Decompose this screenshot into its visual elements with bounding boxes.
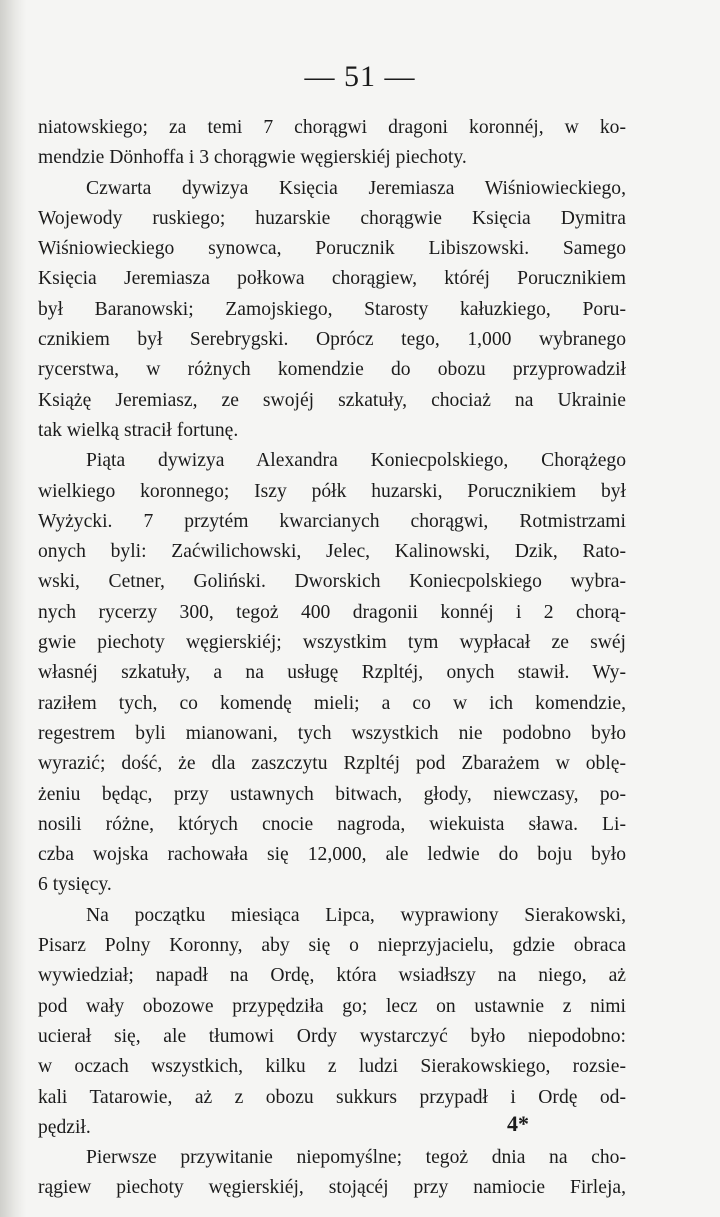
page-gutter-shadow bbox=[0, 0, 26, 1217]
text-line: wielkiego koronnego; Iszy półk huzarski, Porucznikiem był bbox=[38, 480, 626, 502]
text-line: 6 tysięcy. bbox=[38, 874, 112, 896]
text-line: rycerstwa, w różnych komendzie do obozu przyprowadził bbox=[38, 359, 626, 381]
text-line: Pisarz Polny Koronny, aby się o nieprzyjacielu, gdzie obraca bbox=[38, 935, 626, 957]
text-line: własnéj szkatuły, a na usługę Rzpltéj, onych stawił. Wy- bbox=[38, 662, 626, 684]
text-line: niatowskiego; za temi 7 chorągwi dragoni koronnéj, w ko- bbox=[38, 117, 626, 138]
text-line: rągiew piechoty węgierskiéj, stojącéj przy namiocie Firleja, bbox=[38, 1177, 626, 1199]
text-line: gwie piechoty węgierskiéj; wszystkim tym wypłacał ze swéj bbox=[38, 632, 626, 654]
text-line: tak wielką stracił fortunę. bbox=[38, 419, 239, 441]
text-line: Książę Jeremiasz, ze swojéj szkatuły, chociaż na Ukrainie bbox=[38, 389, 626, 411]
text-line: Wiśniowieckiego synowca, Porucznik Libiszowski. Samego bbox=[38, 238, 626, 260]
text-line: czba wojska rachowała się 12,000, ale ledwie do boju było bbox=[38, 844, 626, 866]
text-line: nych rycerzy 300, tegoż 400 dragonii konnéj i 2 chorą- bbox=[38, 601, 626, 623]
text-line: pod wały obozowe przypędziła go; lecz on ustawnie z nimi bbox=[38, 995, 626, 1017]
text-line: Księcia Jeremiasza połkowa chorągiew, któréj Porucznikiem bbox=[38, 268, 626, 290]
text-line: żeniu będąc, przy ustawnych bitwach, głody, niewczasy, po- bbox=[38, 783, 626, 805]
text-line: Wyżycki. 7 przytém kwarcianych chorągwi, Rotmistrzami bbox=[38, 510, 626, 532]
signature-mark: 4* bbox=[507, 1111, 529, 1136]
text-line: kali Tatarowie, aż z obozu sukkurs przypadł i Ordę od- bbox=[38, 1086, 626, 1108]
text-line: regestrem byli mianowani, tych wszystkich nie podobno było bbox=[38, 722, 626, 744]
text-line: Piąta dywizya Alexandra Koniecpolskiego, Chorążego bbox=[86, 450, 626, 472]
text-line: Czwarta dywizya Księcia Jeremiasza Wiśniowieckiego, bbox=[86, 177, 626, 199]
text-line: nosili różne, których cnocie nagroda, wiekuista sława. Li- bbox=[38, 813, 626, 835]
text-line: onych byli: Zaćwilichowski, Jelec, Kalinowski, Dzik, Rato- bbox=[38, 541, 626, 563]
text-line: wski, Cetner, Goliński. Dworskich Koniecpolskiego wybra- bbox=[38, 571, 626, 593]
text-line: mendzie Dönhoffa i 3 chorągwie węgierskiéj piechoty. bbox=[38, 147, 467, 169]
text-line: pędził. bbox=[38, 1116, 91, 1138]
text-line: ucierał się, ale tłumowi Ordy wystarczyć było niepodobno: bbox=[38, 1025, 626, 1047]
text-line: Pierwsze przywitanie niepomyślne; tegoż dnia na cho- bbox=[86, 1147, 626, 1169]
text-line: Wojewody ruskiego; huzarskie chorągwie Księcia Dymitra bbox=[38, 207, 626, 229]
text-line: cznikiem był Serebrygski. Oprócz tego, 1,000 wybranego bbox=[38, 329, 626, 351]
text-line: Na początku miesiąca Lipca, wyprawiony Sierakowski, bbox=[86, 904, 626, 926]
text-line: był Baranowski; Zamojskiego, Starosty kałuzkiego, Poru- bbox=[38, 298, 626, 320]
text-line: wyrazić; dość, że dla zaszczytu Rzpltéj pod Zbarażem w oblę- bbox=[38, 753, 626, 775]
text-line: w oczach wszystkich, kilku z ludzi Sierakowskiego, rozsie- bbox=[38, 1056, 626, 1078]
page-number: — 51 — bbox=[304, 60, 416, 93]
text-line: raziłem tych, co komendę mieli; a co w ich komendzie, bbox=[38, 692, 626, 714]
text-line: wywiedział; napadł na Ordę, która wsiadłszy na niego, aż bbox=[38, 965, 626, 987]
body-text bbox=[38, 113, 626, 1204]
